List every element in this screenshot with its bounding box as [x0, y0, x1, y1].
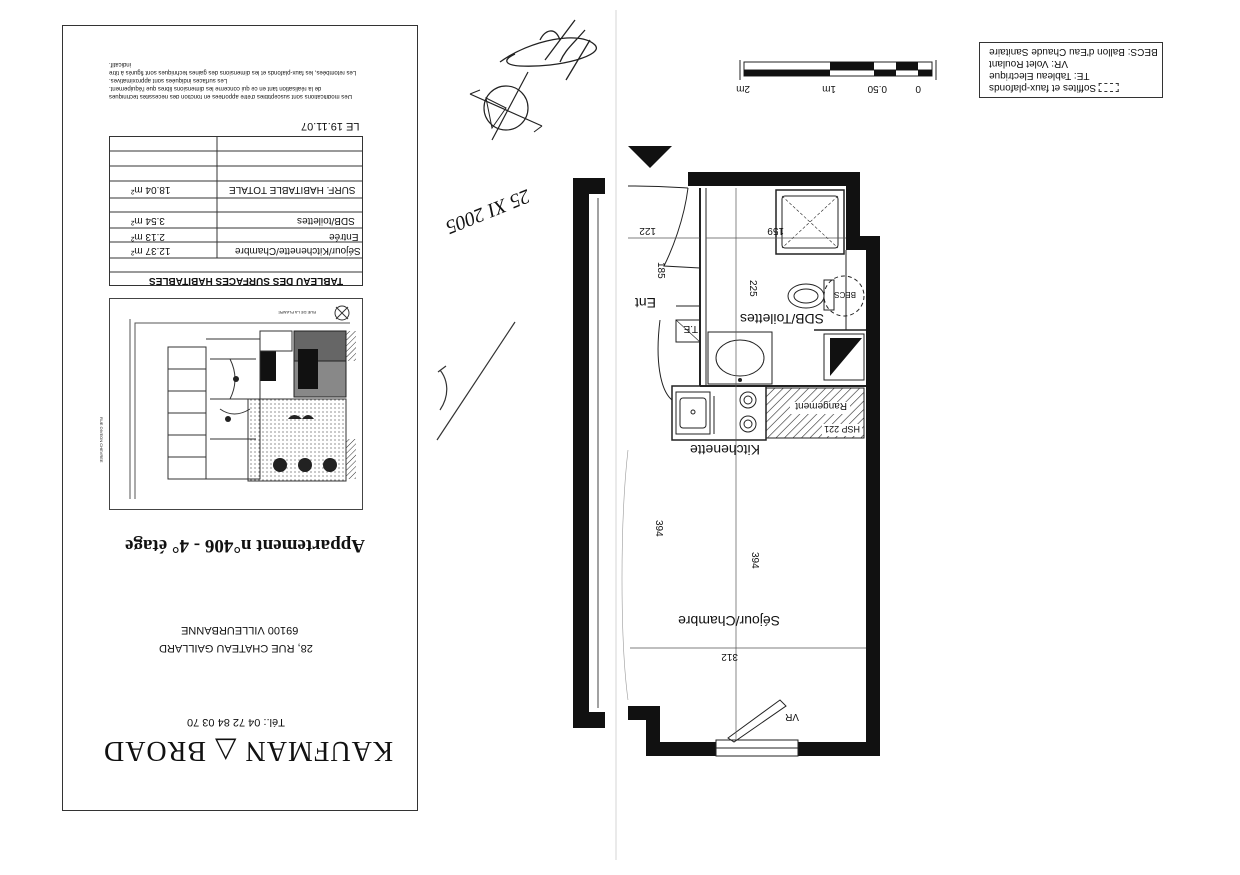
- scale-label: 2m: [736, 83, 750, 94]
- table-row-value: 12.37 m²: [131, 245, 171, 256]
- apartment-wall: [846, 236, 880, 756]
- scale-label: 0: [915, 83, 921, 94]
- compass-rose-icon: [470, 72, 542, 140]
- table-row-value: 3.54 m²: [131, 215, 165, 226]
- signature: [500, 20, 596, 80]
- rangement-label: Rangement: [795, 400, 847, 411]
- table-title: TABLEAU DES SURFACES HABITABLES: [149, 275, 344, 286]
- north-arrow-icon: [628, 146, 672, 168]
- table-row-label: Séjour/Kitchenette/Chambre: [235, 245, 361, 256]
- dim-185: 185: [655, 262, 666, 279]
- scale-label: 0.50: [867, 83, 887, 94]
- floor-plan: [560, 130, 900, 770]
- table-row-value: 18.04 m²: [131, 184, 171, 195]
- dim-225: 225: [747, 280, 758, 297]
- site-street-label: RUE DE LA PLANPE: [278, 310, 316, 315]
- toilet: [788, 280, 834, 310]
- legend-item: Soffites et faux-plafonds: [989, 81, 1158, 93]
- rangement-code: HSP 221: [824, 424, 860, 434]
- table-row-label: SDB/toilettes: [297, 215, 355, 226]
- disclaimer: [109, 60, 409, 100]
- dim-394-center: 394: [749, 552, 760, 569]
- scale-label: 1m: [822, 83, 836, 94]
- room-label-entree: Ent: [634, 295, 656, 311]
- legend-list: [989, 45, 1158, 93]
- title-block: [62, 25, 418, 811]
- legend-item: TE: Tableau Electrique: [989, 70, 1090, 81]
- dim-122: 122: [639, 225, 656, 236]
- vr-label: VR: [785, 711, 799, 722]
- table-row-label: Entrée: [329, 231, 359, 242]
- room-label-kitchenette: Kitchenette: [689, 442, 760, 458]
- room-label-sdb: SDB/Toilettes: [739, 311, 824, 327]
- company-phone: Tél.: 04 72 84 03 70: [187, 716, 285, 728]
- entry-door: [664, 188, 700, 268]
- apartment-wall: [846, 172, 860, 238]
- legend-item: VR: Volet Roulant: [989, 58, 1069, 69]
- table-row-value: 2.13 m²: [131, 231, 165, 242]
- table-row-label: SURF. HABITABLE TOTALE: [229, 184, 356, 195]
- surfaces-table-grid: [109, 136, 363, 286]
- corridor-wall: [573, 178, 605, 728]
- pen-stroke: [438, 366, 447, 410]
- dim-394-left: 394: [653, 520, 664, 537]
- surfaces-table: [109, 136, 363, 286]
- address-line2: 69100 VILLEURBANNE: [181, 624, 299, 636]
- handwritten-date: 25 XI 2005: [442, 184, 534, 239]
- company-logo: KAUFMAN △ BROAD: [103, 735, 394, 766]
- scale-bar: [728, 56, 948, 106]
- site-plan-drawing: [99, 299, 362, 509]
- dim-312: 312: [721, 651, 738, 662]
- apartment-title: Appartement n°406 - 4° étage: [125, 535, 365, 556]
- disclaimer-line: Les surfaces indiquées sont approximatives.: [109, 77, 228, 83]
- disclaimer-line: indicatif.: [109, 61, 132, 67]
- legend-item: BECS: Ballon d'Eau Chaude Sanitaire: [989, 46, 1158, 57]
- te-label: T.E: [683, 323, 698, 334]
- plan-date: LE 19.11.07: [301, 120, 360, 132]
- site-side-label: RUE OIVEON CHEVREE: [99, 417, 104, 463]
- apartment-wall: [688, 172, 854, 186]
- room-label-sejour: Séjour/Chambre: [678, 613, 780, 629]
- legend: [979, 42, 1163, 98]
- site-plan: [99, 298, 363, 510]
- dim-159: 159: [767, 225, 784, 236]
- apartment-wall: [628, 706, 660, 756]
- soffite-swatch-icon: [1099, 83, 1119, 92]
- disclaimer-line: de la réalisation tant en ce qui concerne les dimensions libres que l'équipement.: [109, 85, 322, 91]
- disclaimer-line: Les retombées, les faux-plafonds et les dimensions des gaines techniques sont figurés à titre: [109, 69, 357, 75]
- becs-label: BECS: [834, 290, 856, 299]
- disclaimer-line: Des modifications sont susceptibles d'être apportées en fonction des nécessités techniques: [109, 93, 352, 99]
- pen-stroke: [437, 322, 515, 440]
- address-line1: 28, RUE CHATEAU GAILLARD: [159, 642, 313, 654]
- kitchenette-counter: [672, 386, 766, 440]
